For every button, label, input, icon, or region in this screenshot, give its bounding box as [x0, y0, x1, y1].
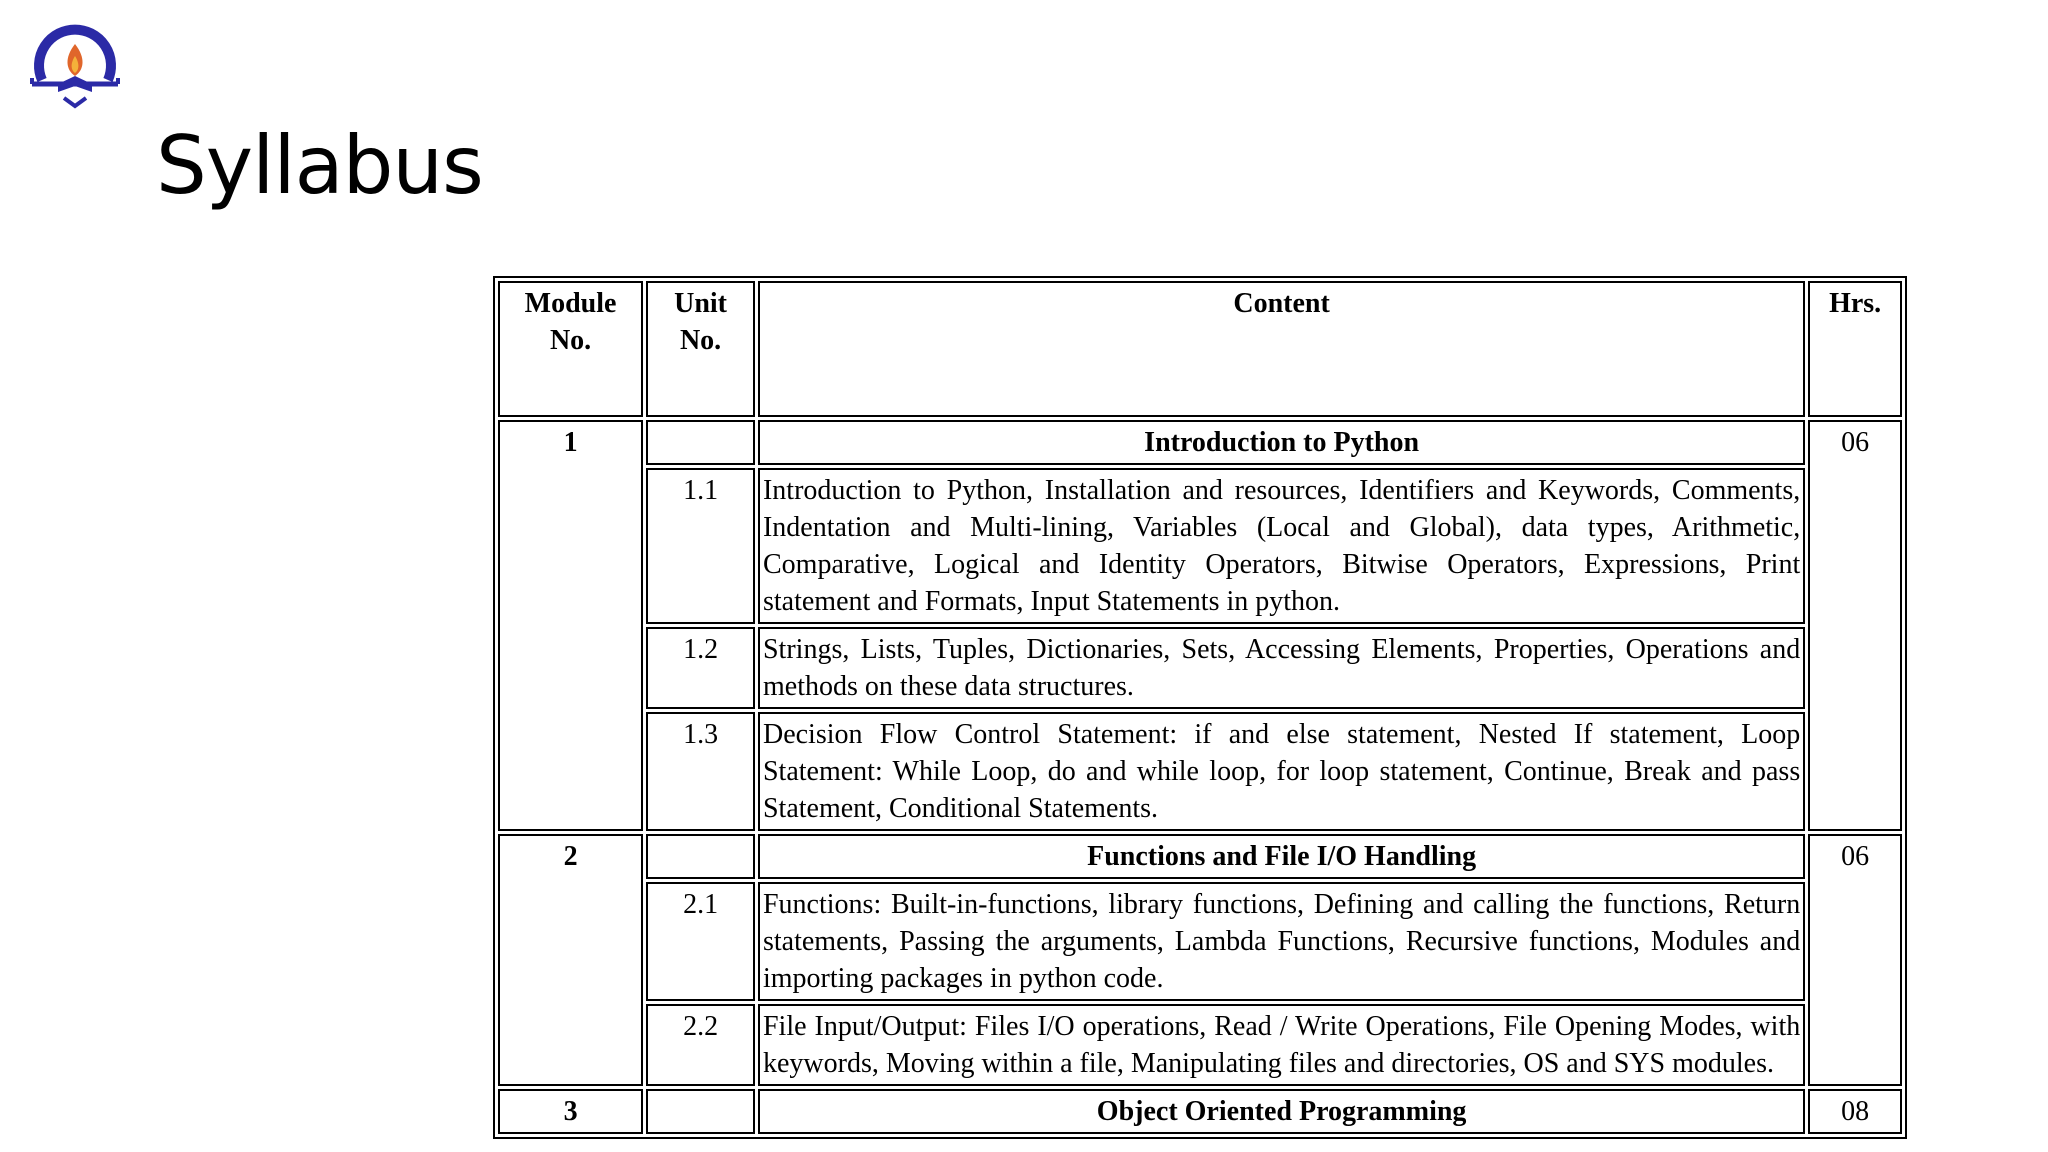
- unit-empty-cell: [646, 834, 755, 879]
- module-hours: 06: [1808, 420, 1902, 831]
- table-row: [498, 468, 1902, 624]
- module-row: [498, 1089, 1902, 1134]
- table-row: [498, 1004, 1902, 1086]
- module-hours: 06: [1808, 834, 1902, 1086]
- header-module: Module No.: [498, 281, 643, 417]
- module-hours: 08: [1808, 1089, 1902, 1134]
- unit-number: 1.3: [646, 712, 755, 831]
- module-title: Introduction to Python: [758, 420, 1805, 465]
- unit-empty-cell: [646, 1089, 755, 1134]
- module-title: Object Oriented Programming: [758, 1089, 1805, 1134]
- header-content: Content: [758, 281, 1805, 417]
- module-row: [498, 420, 1902, 465]
- unit-empty-cell: [646, 420, 755, 465]
- syllabus-table-wrapper: [493, 276, 1907, 1127]
- unit-number: 1.2: [646, 627, 755, 709]
- module-number: 2: [498, 834, 643, 1086]
- unit-content: Functions: Built-in-functions, library functions, Defining and calling the functions, Return statements, Passing the arguments, Lambda Functions, Recursive functions, Modules and importing packages in python code.: [758, 882, 1805, 1001]
- unit-content: Strings, Lists, Tuples, Dictionaries, Sets, Accessing Elements, Properties, Operations and methods on these data structures.: [758, 627, 1805, 709]
- slide-title: Syllabus: [156, 119, 483, 212]
- unit-number: 2.2: [646, 1004, 755, 1086]
- syllabus-table: [493, 276, 1907, 1139]
- table-row: [498, 627, 1902, 709]
- header-unit: Unit No.: [646, 281, 755, 417]
- module-number: 1: [498, 420, 643, 831]
- table-header-row: [498, 281, 1902, 417]
- header-hrs: Hrs.: [1808, 281, 1902, 417]
- module-row: [498, 834, 1902, 879]
- unit-number: 1.1: [646, 468, 755, 624]
- table-row: [498, 712, 1902, 831]
- institution-emblem-icon: [32, 30, 118, 106]
- table-row: [498, 882, 1902, 1001]
- module-title: Functions and File I/O Handling: [758, 834, 1805, 879]
- unit-number: 2.1: [646, 882, 755, 1001]
- unit-content: Introduction to Python, Installation and resources, Identifiers and Keywords, Comments, Indentation and Multi-lining, Variables (Local and Global), data types, Arithmetic, Comparative, Logical and Identity Operators, Bitwise Operators, Expressions, Print statement and Formats, Input Statements in python.: [758, 468, 1805, 624]
- module-number: 3: [498, 1089, 643, 1134]
- unit-content: File Input/Output: Files I/O operations, Read / Write Operations, File Opening Modes, with keywords, Moving within a file, Manipulating files and directories, OS and SYS modules.: [758, 1004, 1805, 1086]
- unit-content: Decision Flow Control Statement: if and else statement, Nested If statement, Loop Statement: While Loop, do and while loop, for loop statement, Continue, Break and pass Statement, Conditional Statements.: [758, 712, 1805, 831]
- institution-logo: [28, 14, 122, 110]
